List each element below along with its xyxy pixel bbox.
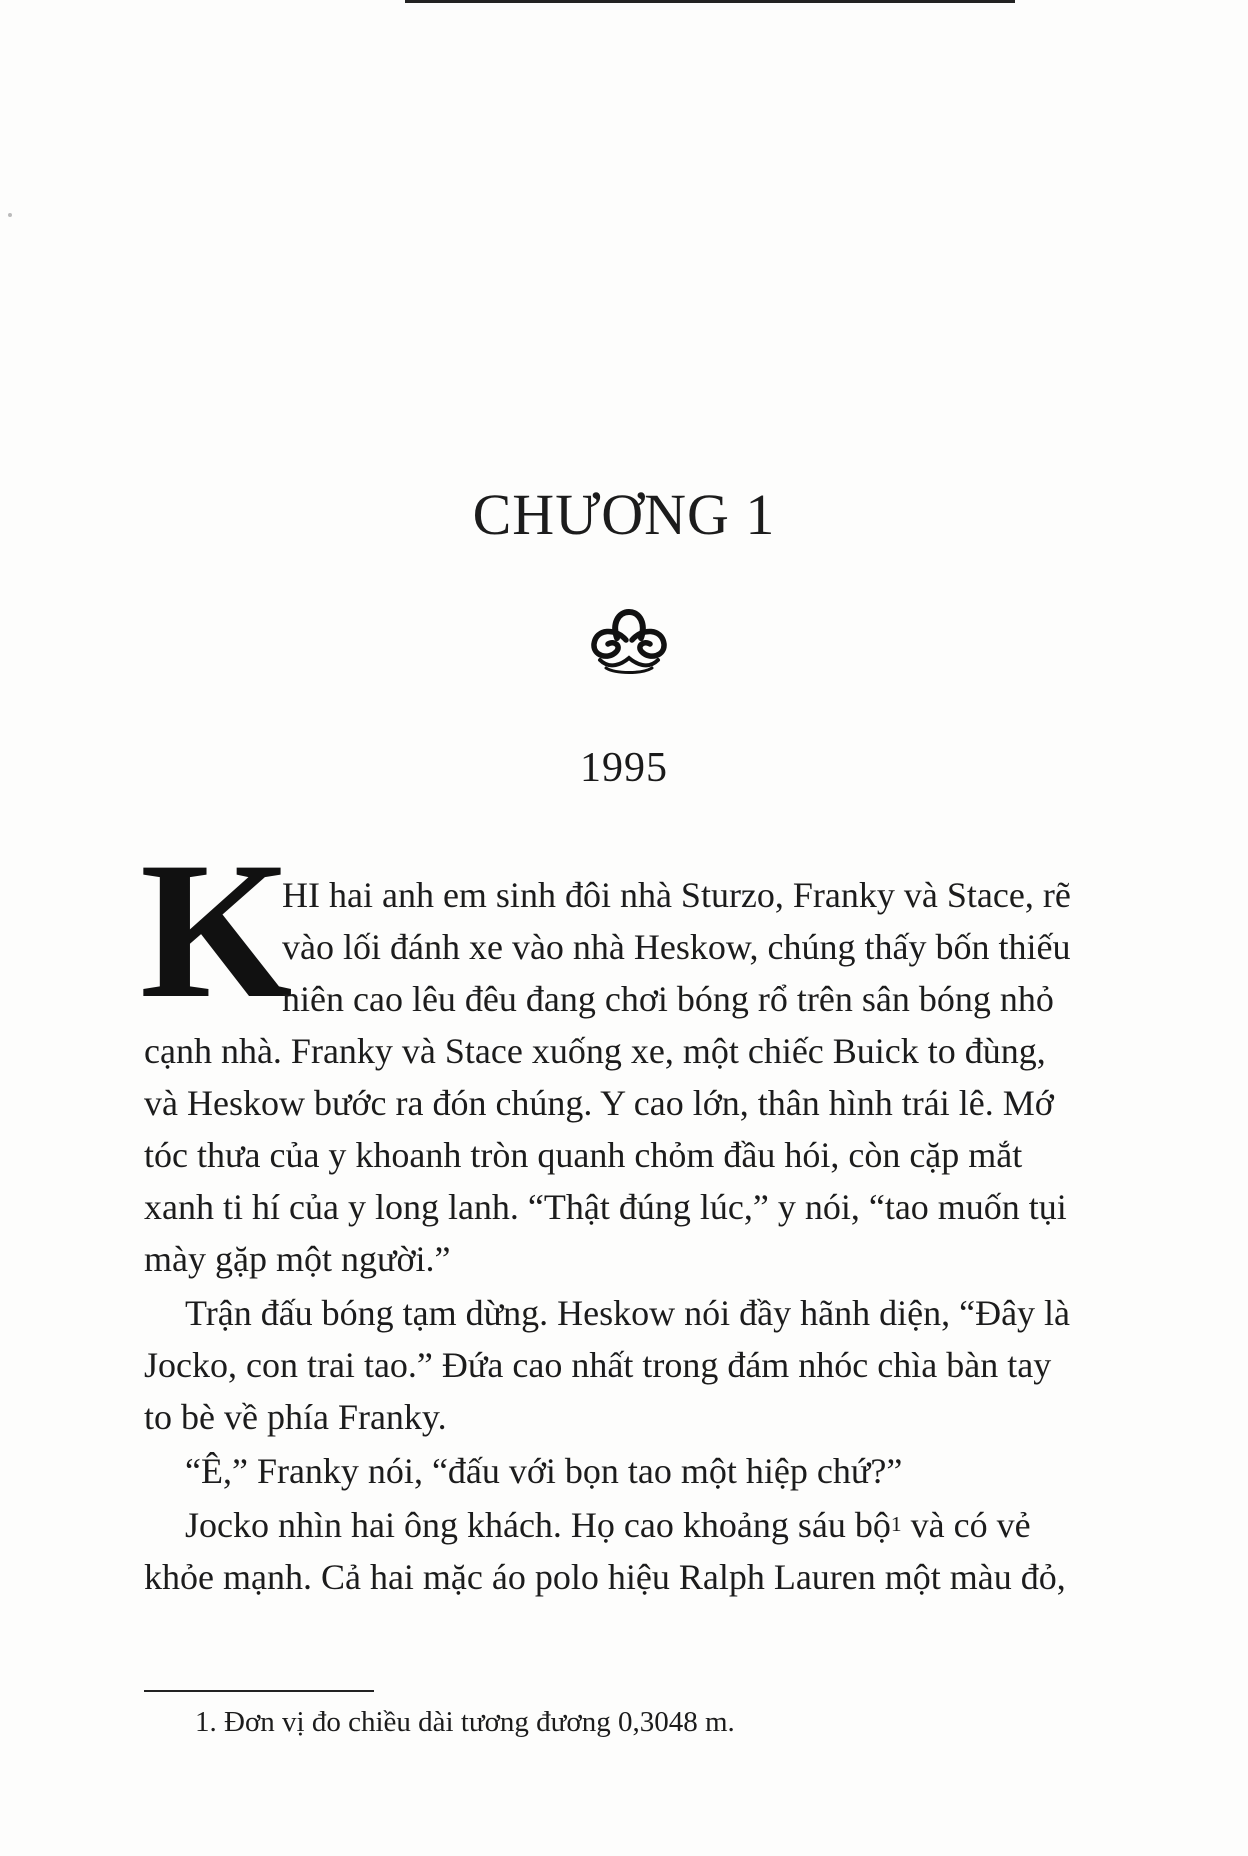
body-line: niên cao lêu đêu đang chơi bóng rổ trên sân bóng nhỏ (282, 979, 1054, 1019)
body-line: cạnh nhà. Franky và Stace xuống xe, một chiếc Buick to đùng, (144, 1031, 1046, 1071)
body-line: khỏe mạnh. Cả hai mặc áo polo hiệu Ralph Lauren một màu đỏ, (144, 1557, 1066, 1597)
chapter-title: CHƯƠNG 1 (472, 482, 776, 547)
top-rule (405, 0, 1015, 3)
body-line-text: và có vẻ (901, 1505, 1031, 1545)
body-line: tóc thưa của y khoanh tròn quanh chỏm đầu hói, còn cặp mắt (144, 1135, 1023, 1175)
footnote-rule (144, 1690, 374, 1692)
page-speck (8, 213, 12, 217)
body-line (185, 1500, 1031, 1550)
body-line: Trận đấu bóng tạm dừng. Heskow nói đầy hãnh diện, “Đây là (185, 1293, 1071, 1333)
chapter-year: 1995 (580, 745, 668, 791)
body-line-text: Jocko nhìn hai ông khách. Họ cao khoảng sáu bộ (185, 1505, 891, 1545)
drop-cap: K (140, 822, 293, 1039)
body-line: vào lối đánh xe vào nhà Heskow, chúng thấy bốn thiếu (282, 927, 1071, 967)
body-line: mày gặp một người.” (144, 1239, 451, 1279)
body-line: to bè về phía Franky. (144, 1397, 447, 1437)
body-line: HI hai anh em sinh đôi nhà Sturzo, Franky và Stace, rẽ (282, 875, 1071, 915)
body-line: “Ê,” Franky nói, “đấu với bọn tao một hiệp chứ?” (185, 1451, 903, 1491)
trefoil-ornament-icon (586, 604, 672, 676)
footnote: 1. Đơn vị đo chiều dài tương đương 0,3048 m. (195, 1706, 735, 1738)
body-line: xanh ti hí của y long lanh. “Thật đúng lúc,” y nói, “tao muốn tụi (144, 1187, 1067, 1227)
body-line: và Heskow bước ra đón chúng. Y cao lớn, thân hình trái lê. Mớ (144, 1083, 1054, 1123)
footnote-marker: 1 (890, 1512, 902, 1536)
body-line: Jocko, con trai tao.” Đứa cao nhất trong đám nhóc chìa bàn tay (144, 1345, 1052, 1385)
